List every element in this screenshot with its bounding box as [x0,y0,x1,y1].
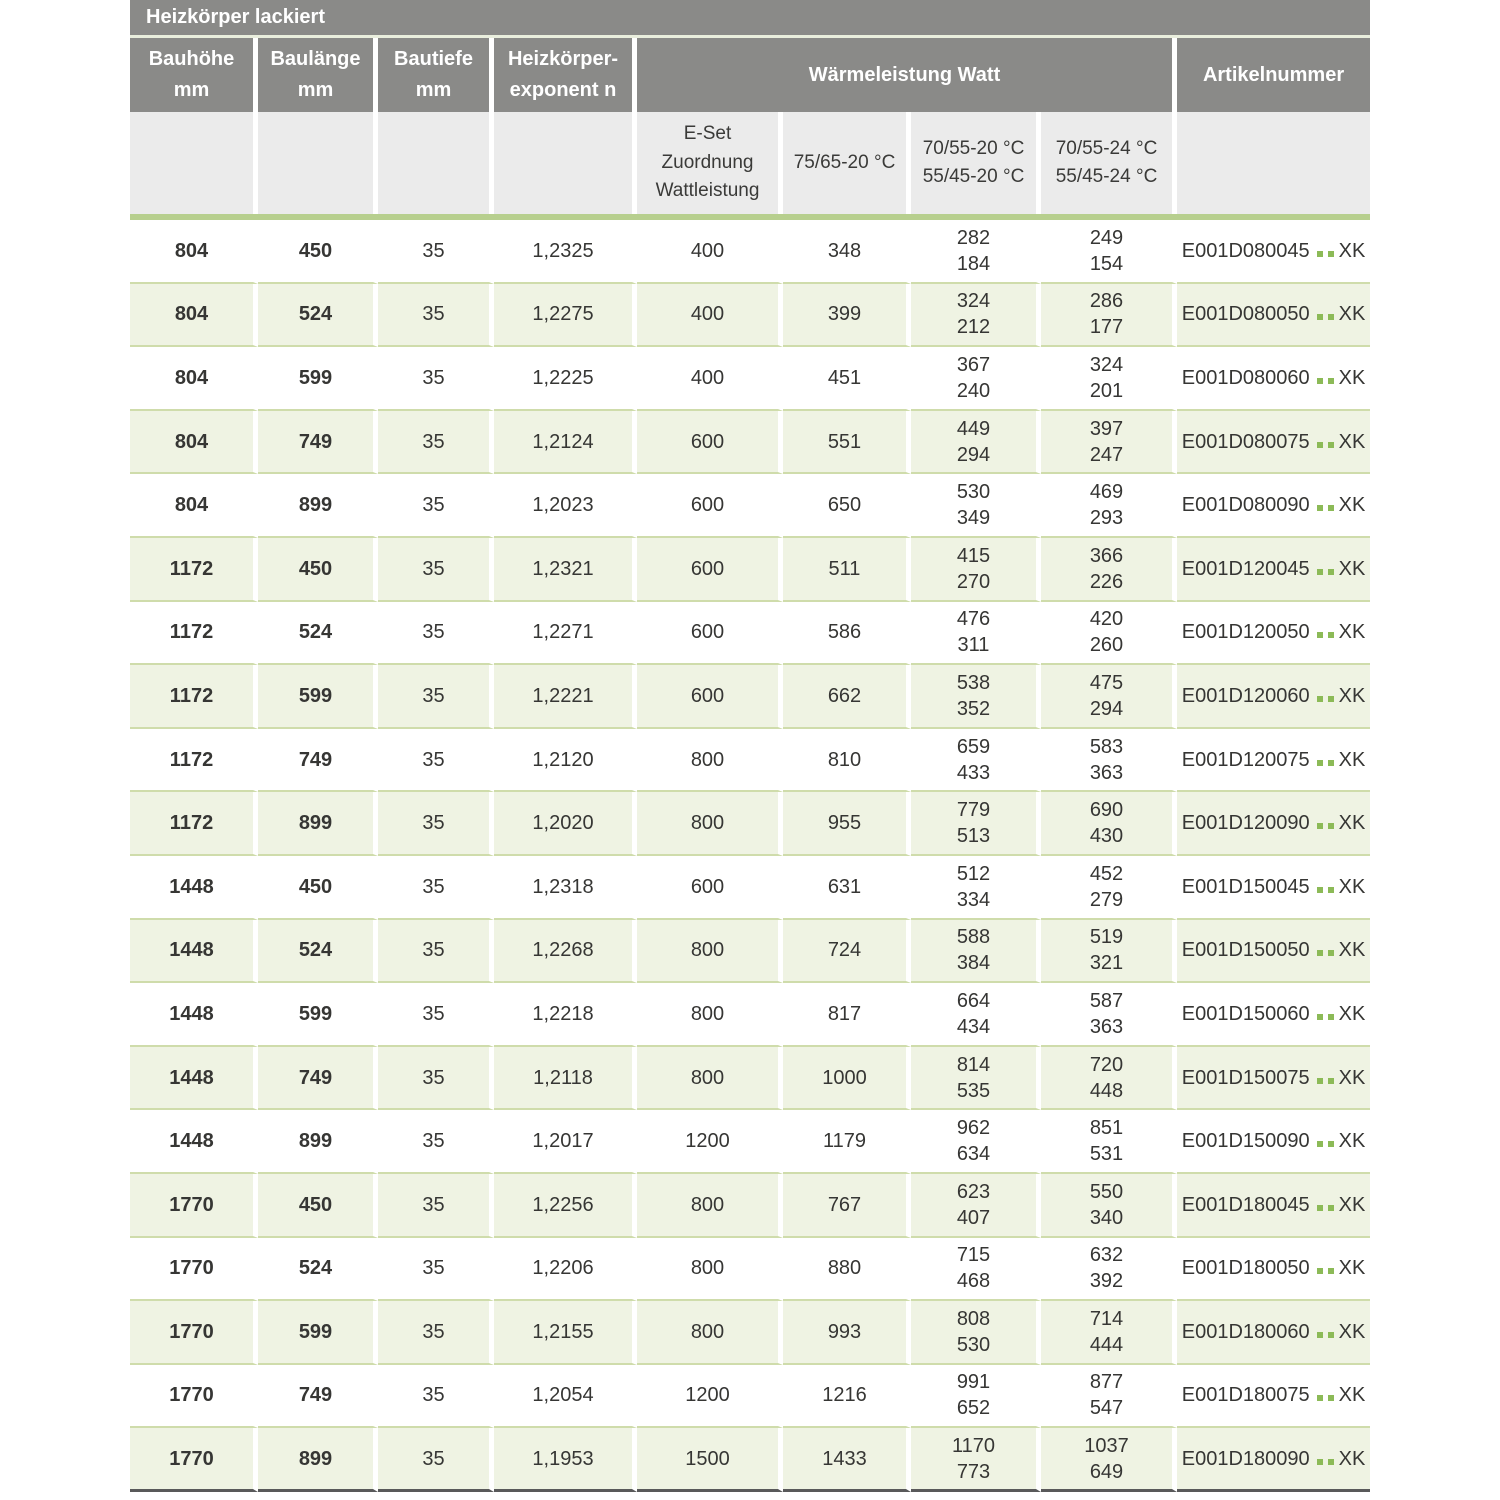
color-code-placeholder-dots-icon [1317,810,1334,836]
cell-baulaenge: 899 [258,792,378,856]
cell-baulaenge: 524 [258,920,378,984]
cell-artikelnummer [1177,729,1370,793]
cell-bauhoehe: 804 [130,220,258,284]
subheader-empty-artikelnummer [1177,112,1370,214]
title-row [130,0,1370,38]
cell-eset-wattleistung: 400 [637,347,783,411]
cell-watt-70-55-20: 1170 773 [911,1428,1041,1492]
cell-watt-70-55-24: 286 177 [1041,284,1177,348]
cell-artikelnummer [1177,1301,1370,1365]
cell-baulaenge: 899 [258,1428,378,1492]
cell-bautiefe: 35 [378,220,494,284]
cell-watt-70-55-20: 808 530 [911,1301,1041,1365]
artikelnummer-suffix: XK [1338,812,1366,835]
cell-baulaenge: 599 [258,347,378,411]
cell-bauhoehe: 1448 [130,920,258,984]
table-row [130,538,1370,602]
cell-watt-75-65: 1179 [783,1110,911,1174]
cell-bautiefe: 35 [378,347,494,411]
table-row [130,411,1370,475]
cell-bautiefe: 35 [378,665,494,729]
table-row [130,1110,1370,1174]
cell-bauhoehe: 1770 [130,1238,258,1302]
artikelnummer-suffix: XK [1338,303,1366,326]
cell-bautiefe: 35 [378,1301,494,1365]
cell-watt-70-55-20: 962 634 [911,1110,1041,1174]
cell-artikelnummer [1177,602,1370,666]
cell-watt-70-55-24: 452 279 [1041,856,1177,920]
cell-bauhoehe: 804 [130,474,258,538]
cell-watt-70-55-20: 282 184 [911,220,1041,284]
cell-watt-70-55-20: 476 311 [911,602,1041,666]
color-code-placeholder-dots-icon [1317,1001,1334,1027]
table-row [130,284,1370,348]
cell-baulaenge: 749 [258,1365,378,1429]
cell-watt-75-65: 650 [783,474,911,538]
cell-eset-wattleistung: 800 [637,792,783,856]
cell-bautiefe: 35 [378,729,494,793]
artikelnummer-suffix: XK [1338,557,1366,580]
table-row [130,1174,1370,1238]
cell-exponent: 1,1953 [494,1428,637,1492]
cell-baulaenge: 599 [258,983,378,1047]
artikelnummer-prefix: E001D120060 [1181,684,1310,707]
table-title: Heizkörper lackiert [130,0,1370,38]
color-code-placeholder-dots-icon [1317,1382,1334,1408]
table-body [130,220,1370,1492]
cell-exponent: 1,2325 [494,220,637,284]
cell-bautiefe: 35 [378,538,494,602]
cell-baulaenge: 450 [258,856,378,920]
cell-exponent: 1,2218 [494,983,637,1047]
cell-bauhoehe: 1172 [130,602,258,666]
cell-watt-75-65: 880 [783,1238,911,1302]
table-row [130,983,1370,1047]
artikelnummer-prefix: E001D180050 [1181,1257,1310,1280]
artikelnummer-prefix: E001D180075 [1181,1384,1310,1407]
cell-watt-70-55-24: 249 154 [1041,220,1177,284]
subheader-empty-bautiefe [378,112,494,214]
cell-eset-wattleistung: 1200 [637,1110,783,1174]
color-code-placeholder-dots-icon [1317,619,1334,645]
subheader-eset: E-Set Zuordnung Wattleistung [637,112,783,214]
color-code-placeholder-dots-icon [1317,429,1334,455]
cell-watt-70-55-20: 449 294 [911,411,1041,475]
cell-exponent: 1,2017 [494,1110,637,1174]
cell-exponent: 1,2118 [494,1047,637,1111]
artikelnummer-suffix: XK [1338,1002,1366,1025]
table-row [130,665,1370,729]
artikelnummer-prefix: E001D150050 [1181,939,1310,962]
color-code-placeholder-dots-icon [1317,301,1334,327]
cell-baulaenge: 749 [258,729,378,793]
artikelnummer-prefix: E001D180045 [1181,1193,1310,1216]
artikelnummer-suffix: XK [1338,1320,1366,1343]
cell-watt-70-55-24: 720 448 [1041,1047,1177,1111]
cell-watt-70-55-24: 690 430 [1041,792,1177,856]
cell-watt-70-55-20: 814 535 [911,1047,1041,1111]
artikelnummer-suffix: XK [1338,684,1366,707]
cell-exponent: 1,2155 [494,1301,637,1365]
cell-bauhoehe: 1172 [130,665,258,729]
color-code-placeholder-dots-icon [1317,492,1334,518]
col-header-bautiefe: Bautiefe mm [378,38,494,112]
cell-baulaenge: 450 [258,220,378,284]
artikelnummer-suffix: XK [1338,1384,1366,1407]
cell-artikelnummer [1177,1428,1370,1492]
cell-artikelnummer [1177,1110,1370,1174]
cell-watt-75-65: 955 [783,792,911,856]
cell-bautiefe: 35 [378,856,494,920]
cell-bauhoehe: 1770 [130,1174,258,1238]
cell-watt-75-65: 993 [783,1301,911,1365]
artikelnummer-suffix: XK [1338,1066,1366,1089]
cell-eset-wattleistung: 800 [637,729,783,793]
cell-eset-wattleistung: 800 [637,1301,783,1365]
cell-baulaenge: 524 [258,284,378,348]
cell-artikelnummer [1177,538,1370,602]
cell-watt-75-65: 662 [783,665,911,729]
cell-bauhoehe: 1770 [130,1428,258,1492]
color-code-placeholder-dots-icon [1317,1446,1334,1472]
cell-exponent: 1,2321 [494,538,637,602]
table-row [130,729,1370,793]
table-row [130,220,1370,284]
cell-bauhoehe: 1172 [130,538,258,602]
table-row [130,474,1370,538]
cell-bauhoehe: 804 [130,284,258,348]
cell-exponent: 1,2206 [494,1238,637,1302]
cell-bautiefe: 35 [378,920,494,984]
col-header-baulaenge: Baulänge mm [258,38,378,112]
color-code-placeholder-dots-icon [1317,1065,1334,1091]
subheader-empty-exponent [494,112,637,214]
cell-artikelnummer [1177,1174,1370,1238]
color-code-placeholder-dots-icon [1317,747,1334,773]
cell-watt-70-55-20: 779 513 [911,792,1041,856]
artikelnummer-prefix: E001D120090 [1181,812,1310,835]
cell-exponent: 1,2120 [494,729,637,793]
cell-baulaenge: 749 [258,1047,378,1111]
sub-header-row [130,112,1370,214]
table-row [130,1428,1370,1492]
cell-artikelnummer [1177,856,1370,920]
cell-bautiefe: 35 [378,1174,494,1238]
cell-watt-75-65: 348 [783,220,911,284]
cell-eset-wattleistung: 400 [637,220,783,284]
cell-eset-wattleistung: 600 [637,602,783,666]
cell-baulaenge: 749 [258,411,378,475]
cell-exponent: 1,2275 [494,284,637,348]
cell-artikelnummer [1177,411,1370,475]
cell-artikelnummer [1177,665,1370,729]
cell-watt-70-55-20: 367 240 [911,347,1041,411]
cell-eset-wattleistung: 800 [637,1174,783,1238]
cell-watt-70-55-24: 583 363 [1041,729,1177,793]
cell-eset-wattleistung: 1200 [637,1365,783,1429]
cell-bauhoehe: 804 [130,411,258,475]
artikelnummer-prefix: E001D080060 [1181,366,1310,389]
cell-artikelnummer [1177,474,1370,538]
cell-watt-70-55-24: 366 226 [1041,538,1177,602]
artikelnummer-prefix: E001D180090 [1181,1447,1310,1470]
subheader-70-55-20: 70/55-20 °C 55/45-20 °C [911,112,1041,214]
cell-bautiefe: 35 [378,1428,494,1492]
cell-bauhoehe: 1448 [130,1110,258,1174]
artikelnummer-prefix: E001D080075 [1181,430,1310,453]
artikelnummer-suffix: XK [1338,875,1366,898]
col-header-waermeleistung: Wärmeleistung Watt [637,38,1177,112]
cell-artikelnummer [1177,220,1370,284]
artikelnummer-suffix: XK [1338,1447,1366,1470]
column-header-row [130,38,1370,112]
col-header-bauhoehe: Bauhöhe mm [130,38,258,112]
subheader-75-65-20: 75/65-20 °C [783,112,911,214]
cell-artikelnummer [1177,920,1370,984]
cell-baulaenge: 524 [258,1238,378,1302]
cell-exponent: 1,2256 [494,1174,637,1238]
cell-bauhoehe: 1770 [130,1301,258,1365]
cell-eset-wattleistung: 800 [637,1238,783,1302]
cell-watt-70-55-20: 623 407 [911,1174,1041,1238]
artikelnummer-prefix: E001D120045 [1181,557,1310,580]
cell-bauhoehe: 1448 [130,983,258,1047]
cell-exponent: 1,2124 [494,411,637,475]
cell-eset-wattleistung: 800 [637,920,783,984]
table-row [130,1365,1370,1429]
cell-bautiefe: 35 [378,1238,494,1302]
cell-baulaenge: 524 [258,602,378,666]
cell-watt-70-55-24: 714 444 [1041,1301,1177,1365]
table-row [130,602,1370,666]
cell-bautiefe: 35 [378,792,494,856]
cell-watt-75-65: 631 [783,856,911,920]
cell-watt-70-55-24: 632 392 [1041,1238,1177,1302]
cell-bauhoehe: 1770 [130,1365,258,1429]
cell-baulaenge: 450 [258,1174,378,1238]
cell-baulaenge: 599 [258,665,378,729]
artikelnummer-suffix: XK [1338,366,1366,389]
artikelnummer-suffix: XK [1338,1130,1366,1153]
cell-watt-70-55-24: 587 363 [1041,983,1177,1047]
cell-watt-70-55-24: 475 294 [1041,665,1177,729]
cell-watt-75-65: 1216 [783,1365,911,1429]
cell-bautiefe: 35 [378,474,494,538]
artikelnummer-prefix: E001D080090 [1181,494,1310,517]
cell-watt-75-65: 767 [783,1174,911,1238]
color-code-placeholder-dots-icon [1317,365,1334,391]
cell-watt-70-55-20: 530 349 [911,474,1041,538]
artikelnummer-prefix: E001D150045 [1181,875,1310,898]
table-row [130,1047,1370,1111]
artikelnummer-suffix: XK [1338,494,1366,517]
cell-eset-wattleistung: 800 [637,1047,783,1111]
cell-watt-75-65: 1000 [783,1047,911,1111]
cell-eset-wattleistung: 400 [637,284,783,348]
col-header-exponent: Heizkörper- exponent n [494,38,637,112]
cell-artikelnummer [1177,1365,1370,1429]
cell-watt-70-55-24: 1037 649 [1041,1428,1177,1492]
color-code-placeholder-dots-icon [1317,937,1334,963]
artikelnummer-suffix: XK [1338,939,1366,962]
color-code-placeholder-dots-icon [1317,1128,1334,1154]
cell-watt-70-55-20: 991 652 [911,1365,1041,1429]
cell-watt-75-65: 817 [783,983,911,1047]
cell-eset-wattleistung: 600 [637,538,783,602]
artikelnummer-suffix: XK [1338,239,1366,262]
cell-exponent: 1,2318 [494,856,637,920]
cell-bautiefe: 35 [378,602,494,666]
cell-artikelnummer [1177,792,1370,856]
color-code-placeholder-dots-icon [1317,1192,1334,1218]
table-row [130,920,1370,984]
color-code-placeholder-dots-icon [1317,238,1334,264]
cell-eset-wattleistung: 600 [637,411,783,475]
cell-bautiefe: 35 [378,284,494,348]
cell-bauhoehe: 1448 [130,1047,258,1111]
color-code-placeholder-dots-icon [1317,874,1334,900]
cell-eset-wattleistung: 600 [637,665,783,729]
cell-exponent: 1,2020 [494,792,637,856]
artikelnummer-suffix: XK [1338,748,1366,771]
cell-watt-75-65: 586 [783,602,911,666]
artikelnummer-prefix: E001D080045 [1181,239,1310,262]
table-row [130,347,1370,411]
cell-bautiefe: 35 [378,1365,494,1429]
color-code-placeholder-dots-icon [1317,683,1334,709]
cell-exponent: 1,2023 [494,474,637,538]
color-code-placeholder-dots-icon [1317,556,1334,582]
radiator-spec-sheet [130,0,1370,1492]
cell-watt-70-55-20: 664 434 [911,983,1041,1047]
cell-bauhoehe: 1448 [130,856,258,920]
cell-watt-75-65: 551 [783,411,911,475]
cell-watt-70-55-24: 877 547 [1041,1365,1177,1429]
cell-baulaenge: 450 [258,538,378,602]
cell-artikelnummer [1177,1047,1370,1111]
radiator-spec-table [130,0,1370,1492]
cell-watt-75-65: 810 [783,729,911,793]
cell-exponent: 1,2225 [494,347,637,411]
cell-exponent: 1,2221 [494,665,637,729]
cell-artikelnummer [1177,284,1370,348]
artikelnummer-prefix: E001D120075 [1181,748,1310,771]
cell-watt-70-55-20: 588 384 [911,920,1041,984]
table-row [130,1301,1370,1365]
cell-bautiefe: 35 [378,411,494,475]
cell-watt-70-55-20: 715 468 [911,1238,1041,1302]
cell-watt-70-55-24: 851 531 [1041,1110,1177,1174]
col-header-artikelnummer: Artikelnummer [1177,38,1370,112]
table-row [130,856,1370,920]
cell-watt-70-55-24: 519 321 [1041,920,1177,984]
artikelnummer-suffix: XK [1338,1193,1366,1216]
subheader-empty-bauhoehe [130,112,258,214]
cell-baulaenge: 599 [258,1301,378,1365]
cell-watt-70-55-24: 550 340 [1041,1174,1177,1238]
cell-artikelnummer [1177,983,1370,1047]
cell-bautiefe: 35 [378,1110,494,1174]
cell-watt-70-55-24: 469 293 [1041,474,1177,538]
cell-exponent: 1,2271 [494,602,637,666]
cell-eset-wattleistung: 600 [637,856,783,920]
artikelnummer-suffix: XK [1338,1257,1366,1280]
artikelnummer-prefix: E001D120050 [1181,621,1310,644]
cell-exponent: 1,2268 [494,920,637,984]
cell-watt-70-55-20: 659 433 [911,729,1041,793]
cell-watt-70-55-24: 397 247 [1041,411,1177,475]
cell-watt-70-55-20: 538 352 [911,665,1041,729]
cell-watt-70-55-24: 324 201 [1041,347,1177,411]
table-row [130,792,1370,856]
cell-watt-70-55-20: 415 270 [911,538,1041,602]
color-code-placeholder-dots-icon [1317,1319,1334,1345]
cell-watt-75-65: 399 [783,284,911,348]
cell-watt-75-65: 724 [783,920,911,984]
cell-bautiefe: 35 [378,1047,494,1111]
artikelnummer-prefix: E001D080050 [1181,303,1310,326]
artikelnummer-suffix: XK [1338,621,1366,644]
cell-bautiefe: 35 [378,983,494,1047]
cell-exponent: 1,2054 [494,1365,637,1429]
cell-bauhoehe: 804 [130,347,258,411]
artikelnummer-prefix: E001D180060 [1181,1320,1310,1343]
cell-watt-75-65: 451 [783,347,911,411]
cell-watt-70-55-20: 324 212 [911,284,1041,348]
table-row [130,1238,1370,1302]
artikelnummer-prefix: E001D150090 [1181,1130,1310,1153]
cell-artikelnummer [1177,1238,1370,1302]
cell-eset-wattleistung: 1500 [637,1428,783,1492]
cell-bauhoehe: 1172 [130,792,258,856]
cell-watt-75-65: 1433 [783,1428,911,1492]
cell-eset-wattleistung: 600 [637,474,783,538]
cell-eset-wattleistung: 800 [637,983,783,1047]
subheader-70-55-24: 70/55-24 °C 55/45-24 °C [1041,112,1177,214]
color-code-placeholder-dots-icon [1317,1255,1334,1281]
cell-watt-75-65: 511 [783,538,911,602]
artikelnummer-suffix: XK [1338,430,1366,453]
cell-baulaenge: 899 [258,474,378,538]
subheader-empty-baulaenge [258,112,378,214]
artikelnummer-prefix: E001D150060 [1181,1002,1310,1025]
cell-baulaenge: 899 [258,1110,378,1174]
cell-artikelnummer [1177,347,1370,411]
artikelnummer-prefix: E001D150075 [1181,1066,1310,1089]
cell-watt-70-55-24: 420 260 [1041,602,1177,666]
cell-bauhoehe: 1172 [130,729,258,793]
cell-watt-70-55-20: 512 334 [911,856,1041,920]
